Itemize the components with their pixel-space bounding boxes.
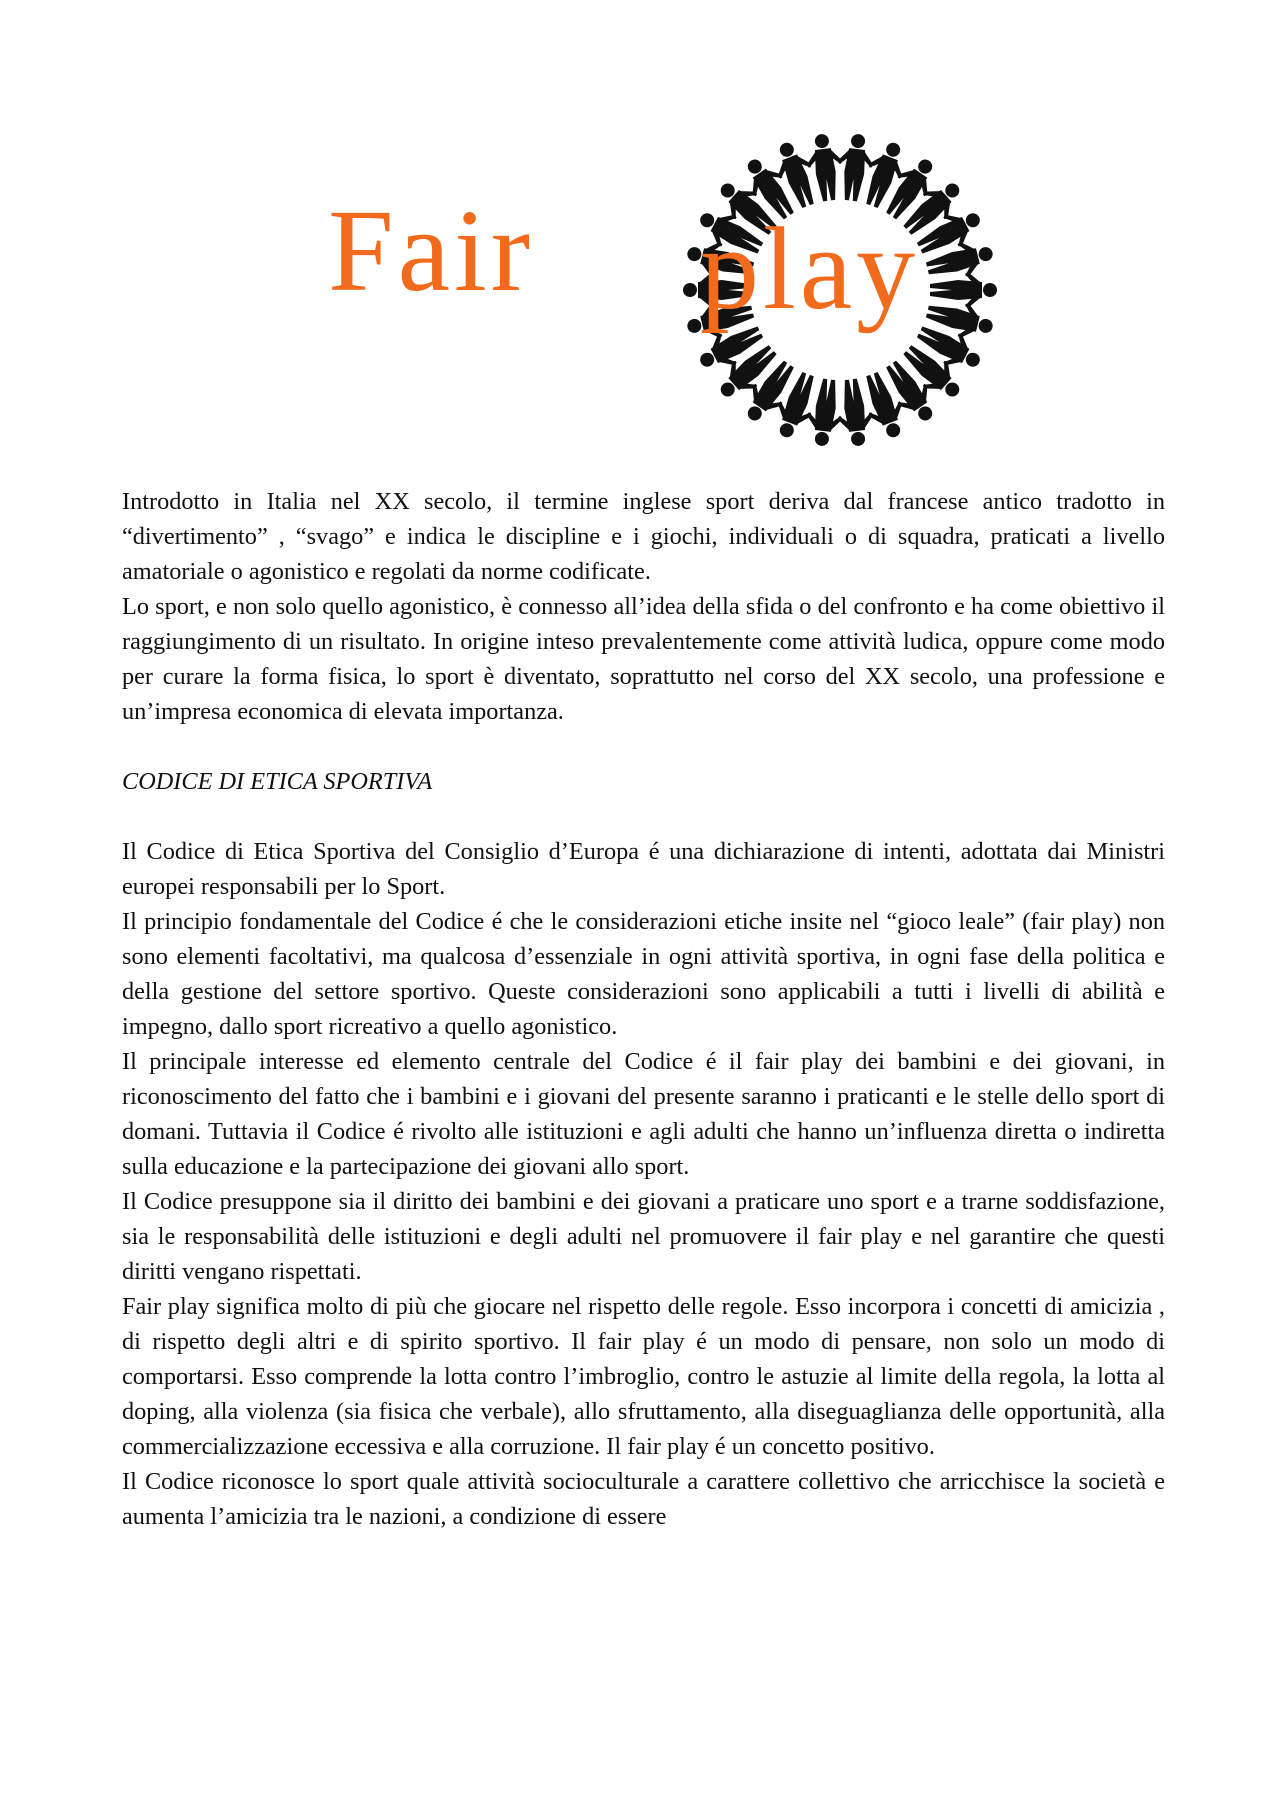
body-paragraph-5: Fair play significa molto di più che giocare nel rispetto delle regole. Esso incorpora i concetti di amicizia , di rispetto degli altri e di spirito sportivo. Il fair play é un modo di pensare, non solo un modo di comportarsi. Esso comprende la lotta contro l’imbroglio, contro le astuzie al limite della regola, la lotta al doping, alla violenza (sia fisica che verbale), allo sfruttamento, alla diseguaglianza delle opportunità, alla commercializzazione eccessiva e alla corruzione. Il fair play é un concetto positivo. xyxy=(122,1293,1165,1460)
section-heading: CODICE DI ETICA SPORTIVA xyxy=(122,768,433,795)
body-paragraph-1: Il Codice di Etica Sportiva del Consiglio d’Europa é una dichiarazione di intenti, adottata dai Ministri europei responsabili per lo Sport. xyxy=(122,838,1165,900)
people-ring-icon xyxy=(300,125,1100,465)
body-paragraph-6: Il Codice riconosce lo sport quale attività socioculturale a carattere collettivo che arricchisce la società e aumenta l’amicizia tra le nazioni, a condizione di essere xyxy=(122,1468,1165,1530)
document-body xyxy=(122,484,1165,1534)
logo-word-fair: Fair xyxy=(328,185,535,316)
logo-word-play: play xyxy=(700,203,920,334)
body-paragraph-2: Il principio fondamentale del Codice é che le considerazioni etiche insite nel “gioco leale” (fair play) non sono elementi facoltativi, ma qualcosa d’essenziale in ogni attività sportiva, in ogni fase della politica e della gestione del settore sportivo. Queste considerazioni sono applicabili a tutti i livelli di abilità e impegno, dallo sport ricreativo a quello agonistico. xyxy=(122,908,1165,1040)
fair-play-logo xyxy=(300,125,1100,465)
body-paragraph-4: Il Codice presuppone sia il diritto dei bambini e dei giovani a praticare uno sport e a trarne soddisfazione, sia le responsabilità delle istituzioni e degli adulti nel promuovere il fair play e nel garantire che questi diritti vengano rispettati. xyxy=(122,1188,1165,1285)
body-paragraph-3: Il principale interesse ed elemento centrale del Codice é il fair play dei bambini e dei giovani, in riconoscimento del fatto che i bambini e i giovani del presente saranno i praticanti e le stelle dello sport di domani. Tuttavia il Codice é rivolto alle istituzioni e agli adulti che hanno un’influenza diretta o indiretta sulla educazione e la partecipazione dei giovani allo sport. xyxy=(122,1048,1165,1180)
intro-paragraph-1: Introdotto in Italia nel XX secolo, il termine inglese sport deriva dal francese antico tradotto in “divertimento” , “svago” e indica le discipline e i giochi, individuali o di squadra, praticati a livello amatoriale o agonistico e regolati da norme codificate. xyxy=(122,488,1165,585)
person-silhouette-icon xyxy=(930,272,997,308)
intro-paragraph-2: Lo sport, e non solo quello agonistico, è connesso all’idea della sfida o del confronto e ha come obiettivo il raggiungimento di un risultato. In origine inteso prevalentemente come attività ludica, oppure come modo per curare la forma fisica, lo sport è diventato, soprattutto nel corso del XX secolo, una professione e un’impresa economica di elevata importanza. xyxy=(122,593,1165,725)
